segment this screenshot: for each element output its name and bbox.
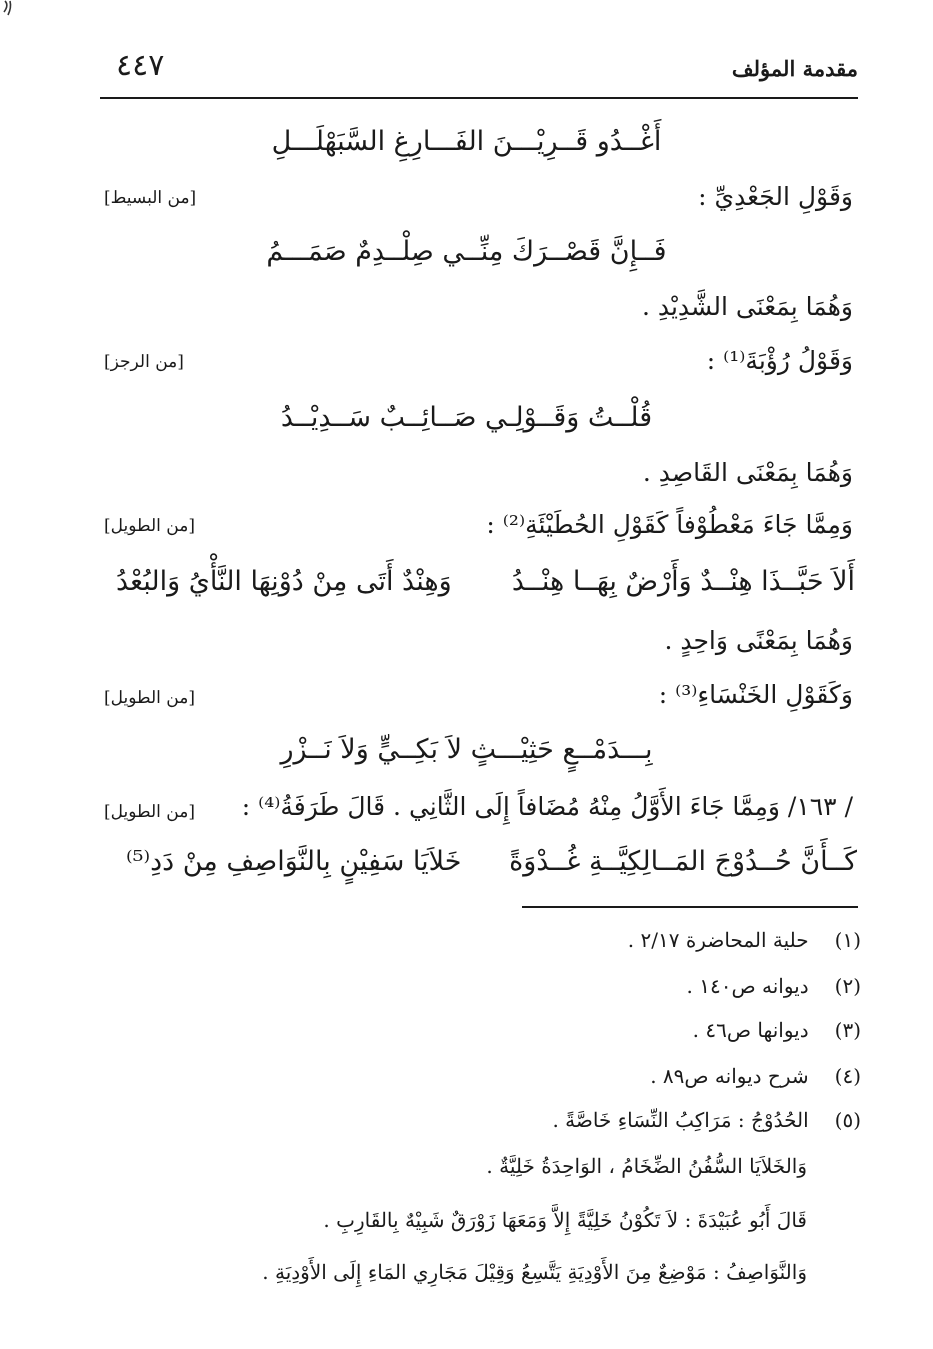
page-header bbox=[100, 40, 858, 96]
text-line-khansa: وَكَقَوْلِ الخَنْسَاءِ⁽³⁾ : bbox=[658, 680, 853, 709]
text-line-qasid: وَهُمَا بِمَعْنَى القَاصِدِ . bbox=[642, 458, 853, 487]
footnote-5-continuation: وَالنَّوَاصِفُ : مَوْضِعٌ مِنَ الأَوْدِيَةِ يَتَّسِعُ وَقِيْلَ مَجَارِي المَاءِ إِلَى الأَوْدِيَةِ . bbox=[262, 1260, 807, 1284]
footnote-text: ديوانها ص٤٦ . bbox=[692, 1018, 809, 1042]
text-line-hutayah: وَمِمَّا جَاءَ مَعْطُوْفاً كَقَوْلِ الحُطَيْئَةِ⁽²⁾ : bbox=[486, 510, 853, 539]
verse-2: فَــإِنَّ قَصْــرَكَ مِنِّــي صِلْــدِمٌ صَمَـــمُ bbox=[266, 236, 667, 267]
corner-mark-icon bbox=[2, 0, 18, 18]
footnote-number: (٥) bbox=[834, 1108, 861, 1132]
footnote-number: (٣) bbox=[834, 1018, 861, 1042]
meter-label: [من الطويل] bbox=[104, 516, 195, 536]
footnote-2 bbox=[687, 974, 862, 998]
running-title: مقدمة المؤلف bbox=[731, 56, 858, 81]
text-line-wahid: وَهُمَا بِمَعْنًى وَاحِدٍ . bbox=[664, 626, 853, 655]
verse-4-first-hemistich: أَلاَ حَبَّــذَا هِنْــدٌ وَأَرْضٌ بِهَــا هِنْــدُ bbox=[511, 566, 855, 597]
text-line-shadid: وَهُمَا بِمَعْنَى الشَّدِيْدِ . bbox=[641, 292, 853, 321]
verse-6-first-hemistich: كَــأَنَّ حُــدُوْجَ المَــالِكِيَّــةِ غُــدْوَةً bbox=[509, 846, 857, 877]
page-number: ٤٤٧ bbox=[116, 48, 165, 83]
footnote-1 bbox=[628, 928, 861, 952]
footnote-5-continuation: وَالخَلاَيَا السُّفُنُ الضِّخَامُ ، الوَاحِدَةُ خَلِيَّةٌ . bbox=[486, 1154, 807, 1178]
footnote-text: الحُدُوْجُ : مَرَاكِبُ النِّسَاءِ خَاصَّةً . bbox=[552, 1108, 809, 1132]
text-line-jadi: وَقَوْلِ الجَعْدِيِّ : bbox=[698, 182, 853, 211]
footnote-number: (١) bbox=[834, 928, 861, 952]
footnote-4 bbox=[650, 1064, 861, 1088]
verse-3: قُلْــتُ وَقَــوْلِـي صَــائِــبٌ سَــدِيْــدُ bbox=[280, 402, 653, 433]
verse-4-second-hemistich: وَهِنْدٌ أَتَى مِنْ دُوْنِهَا النَّأْيُ وَالبُعْدُ bbox=[116, 566, 452, 597]
footnote-separator bbox=[522, 906, 858, 908]
footnote-5 bbox=[552, 1108, 861, 1132]
text-line-ruba: وَقَوْلُ رُؤْبَةَ⁽¹⁾ : bbox=[706, 346, 853, 375]
footnote-text: شرح ديوانه ص٨٩ . bbox=[650, 1064, 809, 1088]
footnote-number: (٤) bbox=[834, 1064, 861, 1088]
footnote-5-continuation: قَالَ أَبُو عُبَيْدَةَ : لاَ تَكُوْنُ خَلِيَّةً إِلاَّ وَمَعَهَا زَوْرَقٌ شَبِيْهٌ بِالقَارِبِ . bbox=[323, 1208, 807, 1232]
verse-5: بِـــدَمْــعٍ حَثِيْـــثٍ لاَ بَكِــيٍّ وَلاَ نَــزْرِ bbox=[280, 734, 653, 765]
footnote-text: ديوانه ص١٤٠ . bbox=[686, 974, 809, 998]
meter-label: [من البسيط] bbox=[104, 188, 197, 208]
meter-label: [من الرجز] bbox=[104, 352, 184, 372]
verse-6-second-hemistich: خَلاَيَا سَفِيْنٍ بِالنَّوَاصِفِ مِنْ دَدِ⁽⁵⁾ bbox=[126, 846, 462, 877]
footnote-number: (٢) bbox=[834, 974, 861, 998]
meter-label: [من الطويل] bbox=[104, 688, 195, 708]
verse-1: أَغْــدُو قَــرِيْـــنَ الفَـــارِغِ السَّبَهْلَـــلِ bbox=[271, 126, 662, 157]
footnote-3 bbox=[693, 1018, 861, 1042]
meter-label: [من الطويل] bbox=[104, 802, 195, 822]
footnote-text: حلية المحاضرة ٢/١٧ . bbox=[627, 928, 809, 952]
header-rule bbox=[100, 97, 858, 99]
text-line-tarafa: / ١٦٣/ وَمِمَّا جَاءَ الأَوَّلُ مِنْهُ مُضَافاً إِلَى الثَّانِي . قَالَ طَرَفَةُ⁽⁴⁾ : bbox=[241, 792, 853, 821]
